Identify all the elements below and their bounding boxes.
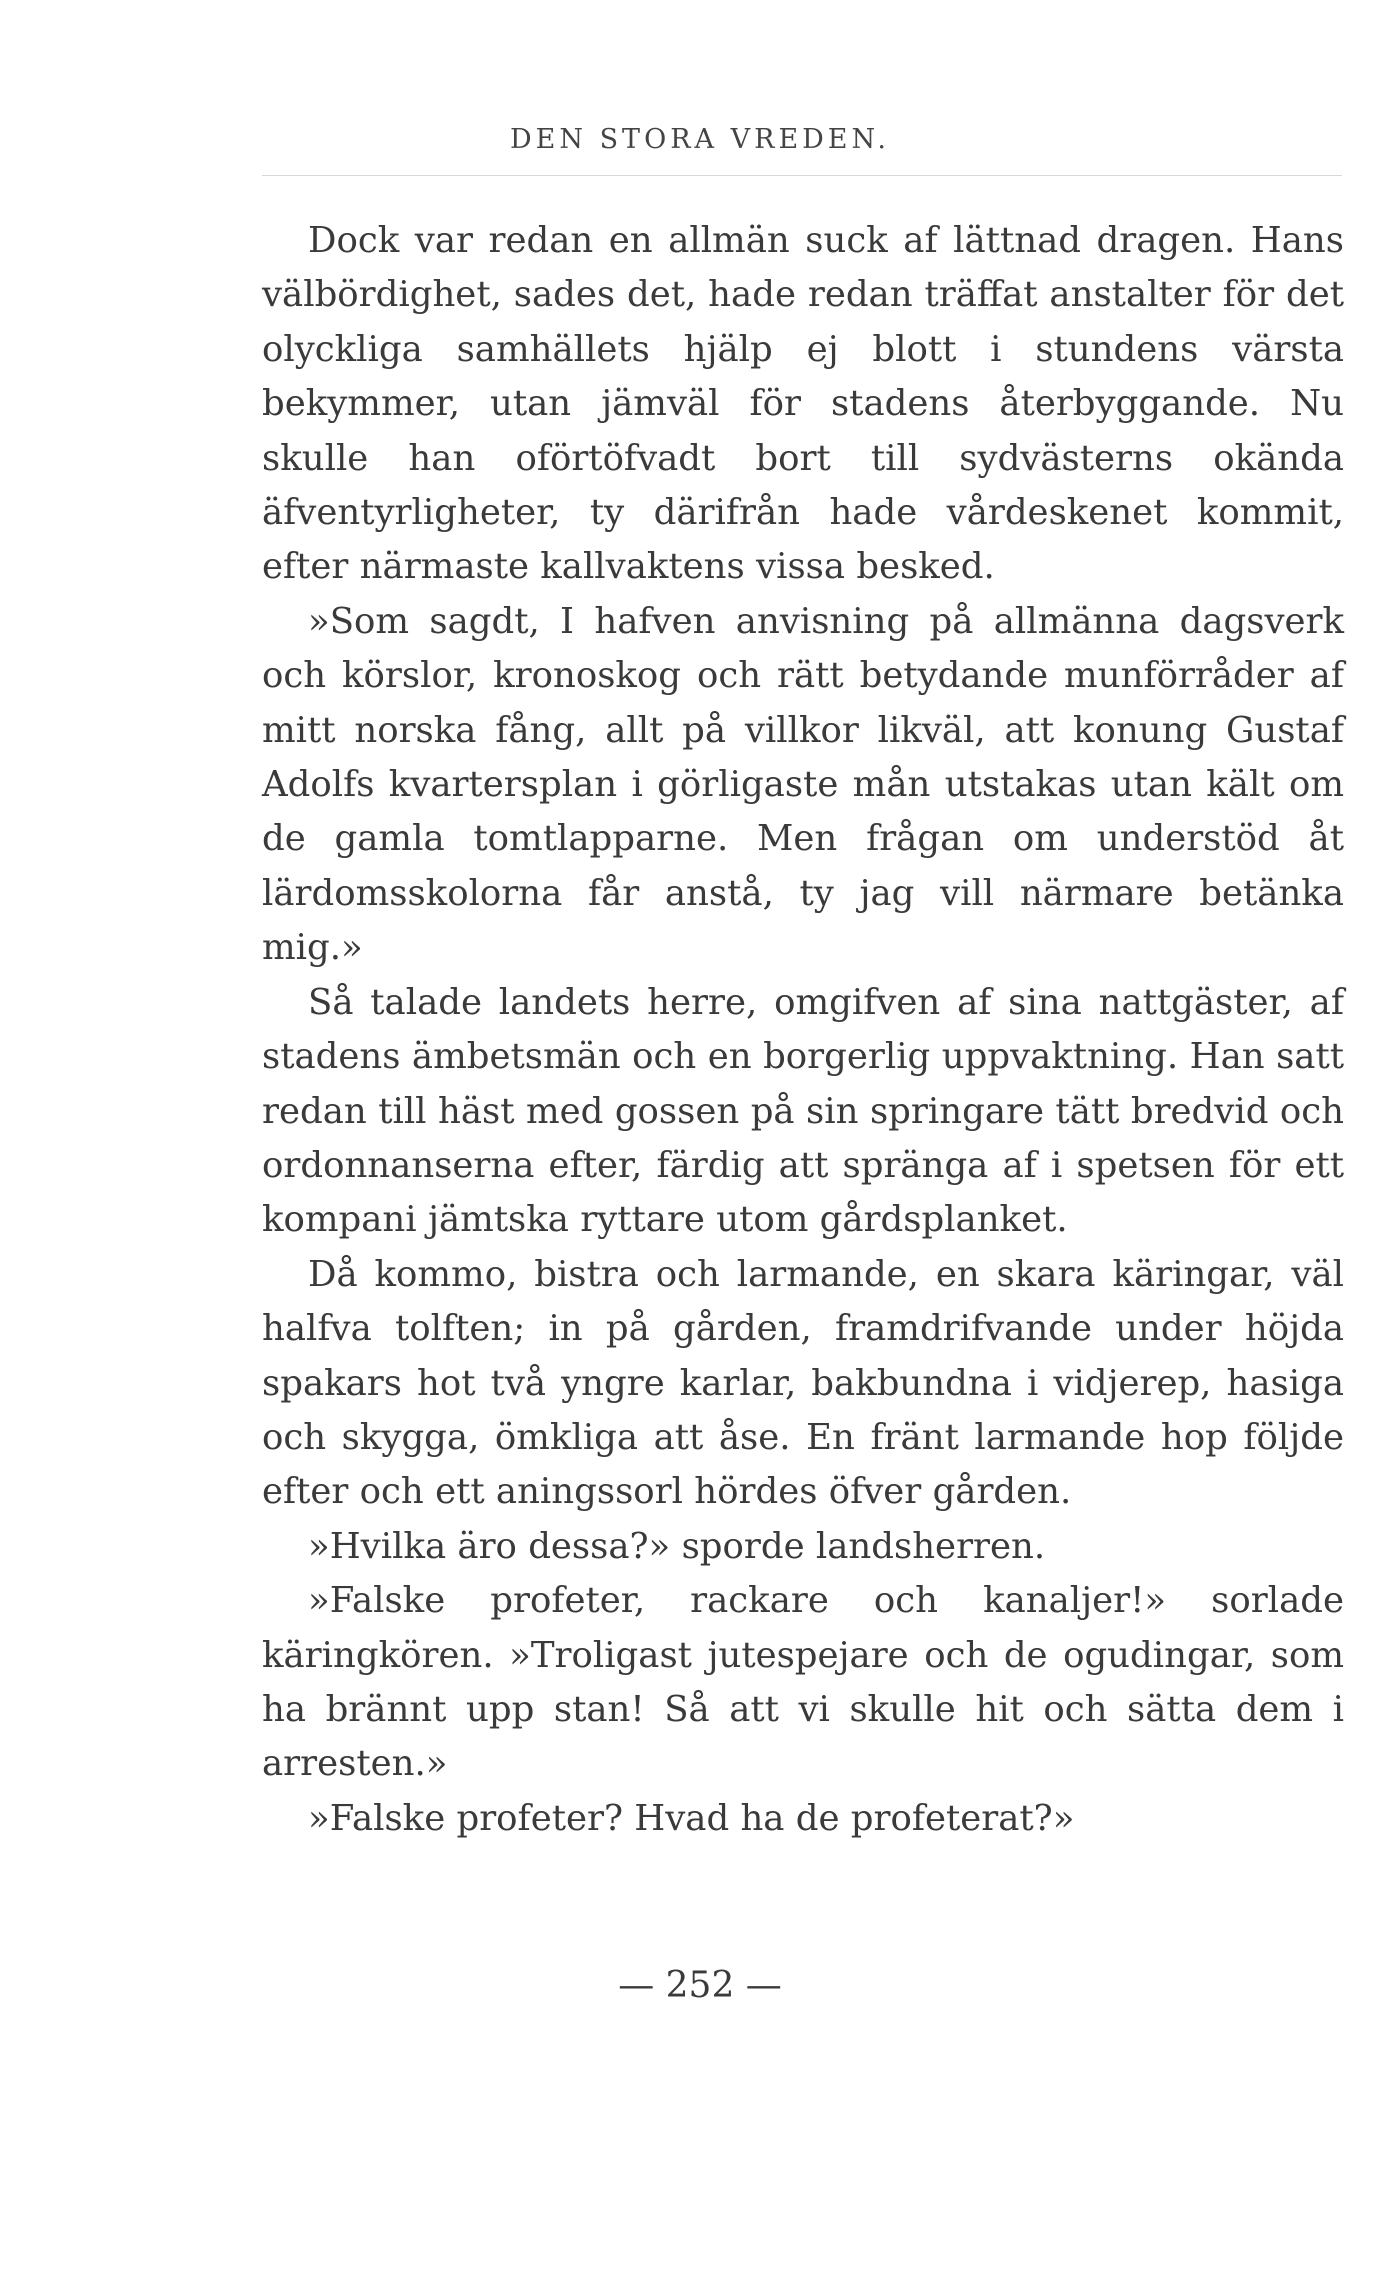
paragraph: Så talade landets herre, omgifven af sina nattgäster, af stadens ämbetsmän och en borgerlig uppvaktning. Han satt redan till häst med gossen på sin springare tätt bredvid och ordonnanserna efter, färdig att spränga af i spetsen för ett kompani jämtska ryttare utom gårdsplanket. (262, 981, 1344, 1241)
paragraph: »Som sagdt, I hafven anvisning på allmänna dagsverk och körslor, kronoskog och rätt betydande munförråder af mitt norska fång, allt på villkor likväl, att konung Gustaf Adolfs kvartersplan i görligaste mån utstakas utan kält om de gamla tomtlapparne. Men frågan om understöd åt lärdomsskolorna får anstå, ty jag vill närmare betänka mig.» (262, 600, 1344, 969)
paragraph: »Hvilka äro dessa?» sporde landsherren. (308, 1525, 1046, 1567)
running-head: DEN STORA VREDEN. (510, 124, 890, 155)
page-number: — 252 — (618, 1965, 782, 2006)
paragraph: Då kommo, bistra och larmande, en skara käringar, väl halfva tolften; in på gården, framdrifvande under höjda spakars hot två yngre karlar, bakbundna i vidjerep, hasiga och skygga, ömkliga att åse. En fränt larmande hop följde efter och ett aningssorl hördes öfver gården. (262, 1253, 1344, 1513)
paragraph: Dock var redan en allmän suck af lättnad dragen. Hans välbördighet, sades det, hade redan träffat anstalter för det olyckliga samhällets hjälp ej blott i stundens värsta bekymmer, utan jämväl för stadens återbyggande. Nu skulle han oförtöfvadt bort till sydvästerns okända äfventyrligheter, ty därifrån hade vårdeskenet kommit, efter närmaste kallvaktens vissa besked. (262, 220, 1344, 588)
body-text (262, 214, 1344, 1846)
header-rule (262, 175, 1342, 176)
paragraph: »Falske profeter, rackare och kanaljer!» sorlade käringkören. »Troligast jutespejare och de ogudingar, som ha brännt upp stan! Så att vi skulle hit och sätta dem i arresten.» (262, 1580, 1344, 1785)
paragraph: »Falske profeter? Hvad ha de profeterat?» (308, 1797, 1075, 1839)
